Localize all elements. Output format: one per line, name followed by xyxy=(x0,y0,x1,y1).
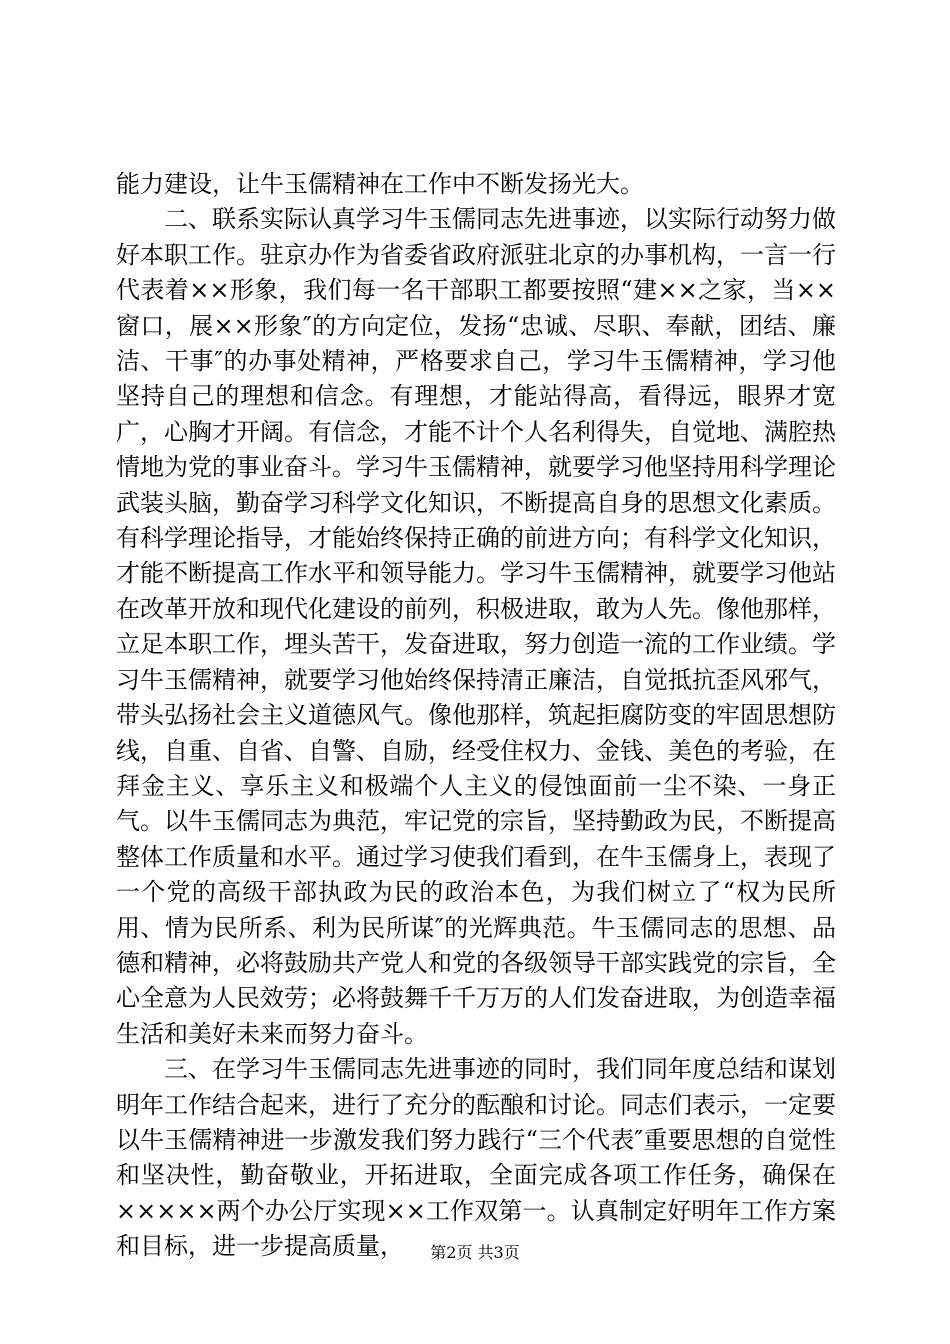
page-footer: 第2页 共3页 xyxy=(430,1243,520,1262)
paragraph-3: 三、在学习牛玉儒同志先进事迹的同时，我们同年度总结和谋划明年工作结合起来，进行了充分的酝酿和讨论。同志们表示，一定要以牛玉儒精神进一步激发我们努力践行“三个代表″重要思想的自觉性和坚决性，勤奋敬业，开拓进取，全面完成各项工作任务，确保在×××××两个办公厅实现××工作双第一。认真制定好明年工作方案和目标，进一步提高质量， xyxy=(116,1055,836,1261)
paragraph-2: 二、联系实际认真学习牛玉儒同志先进事迹，以实际行动努力做好本职工作。驻京办作为省委省政府派驻北京的办事机构，一言一行代表着××形象，我们每一名干部职工都要按照“建××之家，当××窗口，展××形象″的方向定位，发扬“忠诚、尽职、奉献，团结、廉洁、干事″的办事处精神，严格要求自己，学习牛玉儒精神，学习他坚持自己的理想和信念。有理想，才能站得高，看得远，眼界才宽广，心胸才开阔。有信念，才能不计个人名利得失，自觉地、满腔热情地为党的事业奋斗。学习牛玉儒精神，就要学习他坚持用科学理论武装头脑，勤奋学习科学文化知识，不断提高自身的思想文化素质。有科学理论指导，才能始终保持正确的前进方向；有科学文化知识，才能不断提高工作水平和领导能力。学习牛玉儒精神，就要学习他站在改革开放和现代化建设的前列，积极进取，敢为人先。像他那样，立足本职工作，埋头苦干，发奋进取，努力创造一流的工作业绩。学习牛玉儒精神，就要学习他始终保持清正廉洁，自觉抵抗歪风邪气，带头弘扬社会主义道德风气。像他那样，筑起拒腐防变的牢固思想防线，自重、自省、自警、自励，经受住权力、金钱、美色的考验，在拜金主义、享乐主义和极端个人主义的侵蚀面前一尘不染、一身正气。以牛玉儒同志为典范，牢记党的宗旨，坚持勤政为民，不断提高整体工作质量和水平。通过学习使我们看到，在牛玉儒身上，表现了一个党的高级干部执政为民的政治本色，为我们树立了“权为民所用、情为民所系、利为民所谋″的光辉典范。牛玉儒同志的思想、品德和精神，必将鼓励共产党人和党的各级领导干部实践党的宗旨，全心全意为人民效劳；必将鼓舞千千万万的人们发奋进取，为创造幸福生活和美好未来而努力奋斗。 xyxy=(116,205,836,1048)
paragraph-1: 能力建设，让牛玉儒精神在工作中不断发扬光大。 xyxy=(116,170,644,198)
document-body xyxy=(116,167,836,1265)
